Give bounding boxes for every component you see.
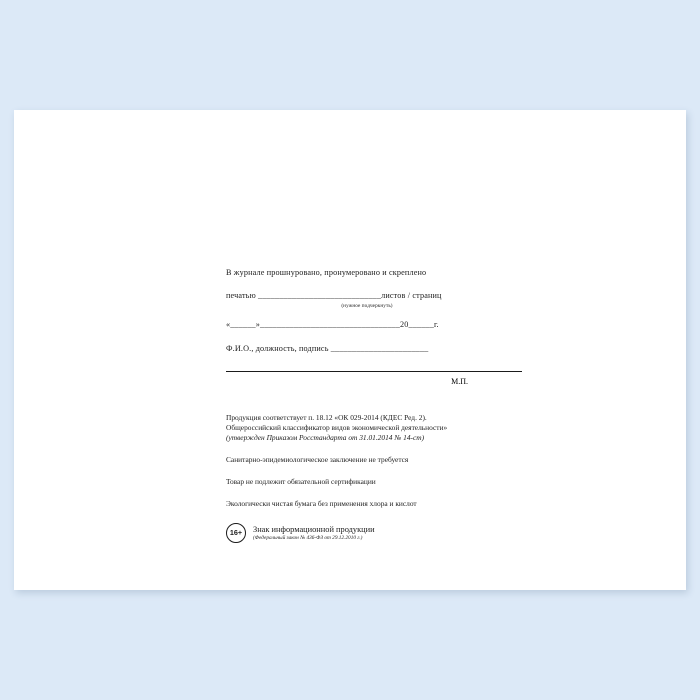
stamp-mp-label: М.П. — [451, 377, 468, 386]
signature-rule — [226, 362, 522, 372]
compliance-line-2: Общероссийский классификатор видов экономической деятельности» — [226, 422, 448, 432]
stamp-line-2-note: (нужное подчеркнуть) — [341, 302, 393, 309]
notes-section — [226, 413, 536, 543]
document-page — [14, 110, 686, 590]
document-content — [226, 268, 536, 543]
stamp-line-2: печатью _____________________________листов / страниц — [226, 291, 442, 301]
stamp-line-4: Ф.И.О., должность, подпись _______________________ — [226, 343, 429, 353]
stamp-line-1: В журнале прошнуровано, пронумеровано и скреплено — [226, 268, 427, 277]
age-mark-title: Знак информационной продукции — [253, 524, 375, 534]
compliance-line-1: Продукция соответствует п. 18.12 «ОК 029-2014 (КДЕС Ред. 2). — [226, 413, 427, 422]
compliance-line-3: (утвержден Приказом Росстандарта от 31.01.2014 № 14-ст) — [226, 432, 425, 442]
eco-note: Экологически чистая бумага без применения хлора и кислот — [226, 498, 417, 508]
age-mark-row — [226, 523, 536, 543]
certification-note: Товар не подлежит обязательной сертификации — [226, 477, 376, 487]
age-rating-badge-icon: 16+ — [226, 523, 246, 543]
sanitary-note: Санитарно-эпидемиологическое заключение не требуется — [226, 455, 409, 465]
age-mark-texts — [253, 525, 375, 541]
age-mark-law: (Федеральный закон № 436-ФЗ от 29.12.2010 г.) — [253, 534, 363, 541]
stamp-line-3: «______»_________________________________20______г. — [226, 319, 439, 329]
